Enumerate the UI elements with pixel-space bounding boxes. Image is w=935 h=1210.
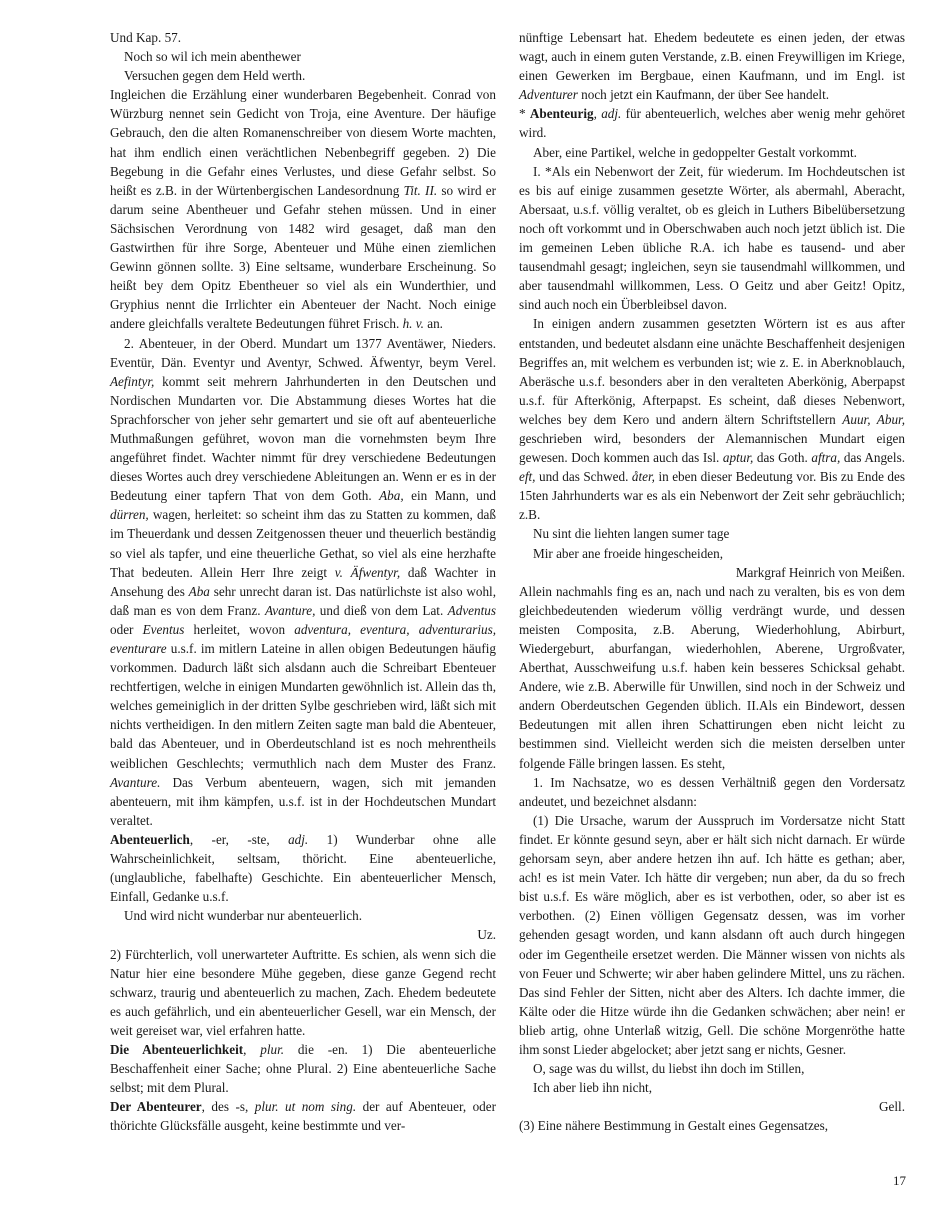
dictionary-entry: Abenteuerlich, -er, -ste, adj. 1) Wunderbar ohne alle Wahrscheinlichkeit, seltsam, thöricht. Eine abenteuerliche, (unglaubliche, fabelhafte) Geschichte. Ein abenteuerlicher Mensch, Einfall, Gedanke u.s.f. xyxy=(110,831,496,905)
paragraph: 2) Fürchterlich, voll unerwarteter Auftritte. Es schien, als wenn sich die Natur hier eine besondere Mühe gegeben, diese ganze Gegend recht schwarz, traurig und abenteuerlich zu machen, Zach. Ehedem bedeutete es auch gefährlich, und ein abenteuerlicher Gesell, war ein Mensch, der weit gereiset war, viel erfahren hatte. xyxy=(110,946,496,1038)
paragraph: 2. Abenteuer, in der Oberd. Mundart um 1377 Aventäwer, Nieders. Eventür, Dän. Eventyr und Aventyr, Schwed. Äfwentyr, beym Verel. Aefintyr, kommt seit mehrern Jahrhunderten in den Deutschen und Nordischen Mundarten vor. Die Abstammung dieses Wortes hat die Sprachforscher von jeher sehr gemartert und sie oft auf abenteuerliche Muthmaßungen geführet, wovon man die vornehmsten beym Ihre angeführet findet. Wachter nimmt für drey verschiedene Bedeutungen dieses Wortes auch drey verschiedene Ableitungen an. Wenn er es in der Bedeutung einer tapfern That von dem Goth. Aba, ein Mann, und dürren, wagen, herleitet: so scheint ihm das zu Statten zu kommen, daß im Theuerdank und dessen Zeitgenossen theuer und theuerlich beständig so viel als tapfer, und eine theuerliche Gethat, so viel als eine herzhafte That bedeuten. Allein Herr Ihre zeigt v. Äfwentyr, daß Wachter in Ansehung des Aba sehr unrecht daran ist. Das natürlichste ist also wohl, daß man es von dem Franz. Avanture, und dieß von dem Lat. Adventus oder Eventus herleitet, wovon adventura, eventura, adventurarius, eventurare u.s.f. im mitlern Lateine in allen obigen Bedeutungen häufig vorkommen. Dadurch läßt sich alsdann auch die Schreibart Ebenteuer rechtfertigen, welche in einigen Mundarten gewöhnlich ist. Allein das th, welches gemeiniglich in der dritten Sylbe geschrieben wird, läßt sich mit nichts vertheidigen. In den mitlern Zeiten sagte man bald die Abenteuer, bald das Abenteuer, und in Oberdeutschland ist es noch mehrentheils weiblichen Geschlechts; vermuthlich nach dem Muster des Franz. Avanture. Das Verbum abenteuern, wagen, sich mit jemanden abenteuern, mit ihm kämpfen, u.s.f. ist in der Hochdeutschen Mundart veraltet. xyxy=(110,335,497,828)
paragraph: (1) Die Ursache, warum der Ausspruch im Vordersatze nicht Statt findet. Er könnte gesund seyn, aber er hält sich nicht darnach. Er würde gehorsam seyn, aber andere hetzen ihn auf. Ich hätte es gethan; aber, ach! es ist mein Vater. Ich hätte dir vergeben; nun aber, da du so frech bist u.s.f. Es wäre möglich, aber es ist verbothen, oder, so aber ist es verbothen. (2) Einen völligen Gegensatz dessen, was im vorher gehenden gesagt worden, und kann alsdann oft auch durch hingegen oder im Gegentheile ersetzet werden. Die Männer wissen von nichts als von Feuer und Schwerte; wir aber haben gelindere Mittel, uns zu rächen. Das sind Fehler der Sitten, nicht aber des Alters. Ich dachte immer, die Kälte oder die Hitze würde ihn die Gedanken schwächen; aber nein! er blieb artig, ohne Unterlaß witzig, Gell. Die schöne Morgenröthe hatte ihm sonst Lieder abgelocket; aber jetzt sang er nichts, Gesner. xyxy=(519,812,905,1057)
verse-line: Ich aber lieb ihn nicht, xyxy=(533,1080,653,1096)
verse-line: Und wird nicht wunderbar nur abenteuerlich. xyxy=(124,908,363,924)
page-number: 17 xyxy=(893,1173,906,1188)
verse-line: Nu sint die liehten langen sumer tage xyxy=(533,526,730,542)
quote-source: Gell. xyxy=(878,1099,905,1115)
paragraph: (3) Eine nähere Bestimmung in Gestalt eines Gegensatzes, xyxy=(519,1118,829,1134)
paragraph: Ingleichen die Erzählung einer wunderbaren Begebenheit. Conrad von Würzburg nennet sein Gedicht von Troja, eine Aventure. Der häufige Gebrauch, den die alten Romanenschreiber von diesem Worte machten, hat ihm endlich einen verächtlichen Nebenbegriff gegeben. 2) Die Begebung in die Gefahr eines Verlustes, und diese Gefahr selbst. So heißt es z.B. in der Würtenbergischen Landesordnung Tit. II. so wird er darum seine Abentheuer und Gefahr stehen müssen. Und in einer Sächsischen Verordnung von 1482 wird gesaget, daß man den Gastwirthen für ihre Sorge, Abenteuer und Mühe einen ziemlichen Gewinn gönnen sollte. 3) Eine seltsame, wunderbare Erscheinung. So heißt bey dem Opitz Ebentheuer so viel als ein Wunderthier, und Gryphius nennt die Irrlichter ein Abenteuer der Nacht. Noch einige andere gleichfalls veraltete Bedeutungen führet Frisch. h. v. an. xyxy=(110,87,497,332)
dictionary-entry: Die Abenteuerlichkeit, plur. die -en. 1) Die abenteuerliche Beschaffenheit einer Sache; ohne Plural. 2) Eine abenteuerliche Sache selbst; mit dem Plural. xyxy=(110,1041,497,1096)
headword: Abenteuerlich xyxy=(110,831,190,847)
verse-line: Versuchen gegen dem Held werth. xyxy=(124,68,306,84)
headword: Abenteurig xyxy=(529,106,594,122)
paragraph: nünftige Lebensart hat. Ehedem bedeutete es einen jeden, der etwas wagt, auch in einem guten Verstande, z.B. einen Freywilligen im Kriege, einen Gewerken im Bergbaue, einen Kaufmann, und im Engl. ist Adventurer noch jetzt ein Kaufmann, der über See handelt. xyxy=(519,30,905,103)
quote-source: Markgraf Heinrich von Meißen. xyxy=(735,564,905,580)
quote-source: Uz. xyxy=(477,927,496,943)
left-column xyxy=(110,28,496,1135)
verse-line: O, sage was du willst, du liebst ihn doch im Stillen, xyxy=(533,1061,805,1077)
dictionary-entry: * Abenteurig, adj. für abenteuerlich, welches aber wenig mehr gehöret wird. xyxy=(519,106,906,141)
headword: Der Abenteurer xyxy=(110,1099,202,1115)
verse-line: Noch so wil ich mein abenthewer xyxy=(124,49,301,65)
paragraph: Allein nachmahls fing es an, nach und nach zu veralten, bis es von dem gleichbedeutenden wiederum völlig verdrängt wurde, und dessen meisten Composita, z.B. Aberung, Wiederhohlung, Abirburt, Wiedergeburt, aburfangan, wiederhohlen, Aberene, Urgroßvater, Aberthat, Ausschweifung u.s.f. haben kein besseres Schicksal gehabt. Andere, wie z.B. Aberwille für Unwillen, sind noch in der Schweiz und andern Oberdeutschen Gegenden üblich. II.Als ein Bindewort, dessen Bedeutungen mit allen ihren Schattirungen eben nicht leicht zu bestimmen sind. Vielleicht werden sich die meisten derselben unter folgende Fälle bringen lassen. Es steht, xyxy=(519,583,905,771)
paragraph: 1. Im Nachsatze, wo es dessen Verhältniß gegen den Vordersatz andeutet, und bezeichnet alsdann: xyxy=(519,774,905,809)
paragraph: Und Kap. 57. xyxy=(110,30,182,45)
verse-line: Mir aber ane froeide hingescheiden, xyxy=(533,545,724,561)
paragraph: Aber, eine Partikel, welche in gedoppelter Gestalt vorkommt. xyxy=(533,144,857,160)
dictionary-entry: Der Abenteurer, des -s, plur. ut nom sing. der auf Abenteuer, oder thörichte Glücksfälle ausgeht, keine bestimmte und ver- xyxy=(110,1099,497,1134)
headword: Die Abenteuerlichkeit xyxy=(110,1041,244,1057)
paragraph: I. *Als ein Nebenwort der Zeit, für wiederum. Im Hochdeutschen ist es bis auf einige zusammen gesetzte Wörter, als abermahl, Aberacht, Abersaat, u.s.f. völlig veraltet, ob es gleich in Luthers Bibelübersetzung noch oft vorkommt und in Oberschwaben auch noch jetzt üblich ist. Die im gemeinen Leben übliche R.A. ich habe es tausend- und aber tausendmahl gesagt; ingleichen, seyn sie tausendmahl willkommen, und aber tausendmahl willkommen, Less. O Geitz und aber Geitz! Opitz, sind auch noch ein Überbleibsel davon. xyxy=(519,163,905,313)
right-column xyxy=(519,28,905,1135)
paragraph: In einigen andern zusammen gesetzten Wörtern ist es aus after entstanden, und bedeutet alsdann eine unächte Beschaffenheit desjenigen Begriffes an, mit welchem es verbunden ist; wie z. E. in Aberknoblauch, Aberäsche u.s.f. besonders aber in den veralteten Aberkönig, Aberpapst u.s.f. für Afterkönig, Afterpapst. Es scheint, daß dieses Nebenwort, welches bey dem Kero und andern ältern Schriftstellern Auur, Abur, geschrieben wird, besonders der Alemannischen Mundart eigen gewesen. Doch kommen auch das Isl. aptur, das Goth. aftra, das Angels. eft, und das Schwed. åter, in eben dieser Bedeutung vor. Bis zu Ende des 15ten Jahrhunderts war es als ein Nebenwort der Zeit sehr gebräuchlich; z.B. xyxy=(519,316,906,523)
